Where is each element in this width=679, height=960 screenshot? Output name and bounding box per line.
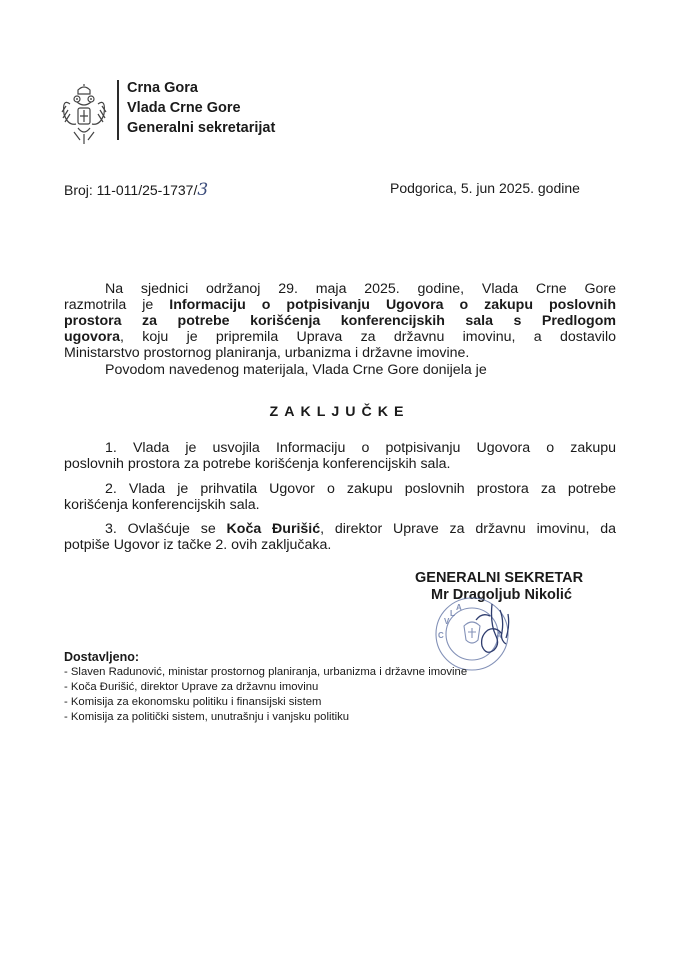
text-span: , koju je pripremila Uprava za državnu imovinu, a dostavilo xyxy=(119,329,616,345)
conclusion-line: poslovnih prostora za potrebe korišćenja konferencijskih sala. xyxy=(64,456,451,472)
bold-text-span: ugovora xyxy=(64,329,120,345)
distribution-item: - Komisija za ekonomsku politiku i finansijski sistem xyxy=(64,696,322,708)
paragraph-line xyxy=(64,329,616,345)
header-country: Crna Gora xyxy=(127,80,198,96)
reference-number-text: Broj: 11-011/25-1737/ xyxy=(64,182,198,198)
text-span: , direktor Uprave za državnu imovinu, da xyxy=(320,521,617,537)
distribution-item: - Komisija za politički sistem, unutrašnju i vanjsku politiku xyxy=(64,711,350,723)
svg-text:A: A xyxy=(456,603,462,612)
paragraph-line: Povodom navedenog materijala, Vlada Crne Gore donijela je xyxy=(105,362,487,378)
bold-text-span: Koča Đurišić xyxy=(226,521,321,537)
place-date: Podgorica, 5. jun 2025. godine xyxy=(390,180,580,196)
svg-text:A: A xyxy=(496,631,502,640)
handwritten-signature-icon xyxy=(476,604,509,652)
text-span: razmotrila je xyxy=(64,297,170,313)
header-government: Vlada Crne Gore xyxy=(127,100,241,116)
conclusions-heading: ZAKLJUČKE xyxy=(269,404,410,420)
official-stamp-icon xyxy=(430,590,520,676)
paragraph-line: Ministarstvo prostornog planiranja, urbanizma i državne imovine. xyxy=(64,345,470,361)
paragraph-line: Na sjednici održanoj 29. maja 2025. godine, Vlada Crne Gore xyxy=(105,281,616,297)
distribution-title: Dostavljeno: xyxy=(64,650,140,664)
svg-text:V: V xyxy=(444,617,450,626)
conclusion-line: 2. Vlada je prihvatila Ugovor o zakupu poslovnih prostora za potrebe xyxy=(105,481,616,497)
conclusion-line: 1. Vlada je usvojila Informaciju o potpisivanju Ugovora o zakupu xyxy=(105,440,616,456)
paragraph-line: prostora za potrebe korišćenja konferencijskih sala s Predlogom xyxy=(64,313,616,329)
conclusion-line xyxy=(105,521,616,537)
handwritten-suffix: 3 xyxy=(197,180,209,200)
distribution-item: - Slaven Radunović, ministar prostornog planiranja, urbanizma i državne imovine xyxy=(64,666,468,678)
header-divider xyxy=(117,80,119,140)
text-span: 3. Ovlašćuje se xyxy=(105,521,227,537)
conclusion-line: korišćenja konferencijskih sala. xyxy=(64,497,260,513)
header-secretariat: Generalni sekretarijat xyxy=(127,120,276,136)
svg-text:L: L xyxy=(450,609,455,618)
svg-text:C: C xyxy=(438,631,444,640)
bold-text-span: Informaciju o potpisivanju Ugovora o zakupu poslovnih xyxy=(169,297,616,313)
coat-of-arms-icon xyxy=(60,84,108,146)
distribution-item: - Koča Đurišić, direktor Uprave za državnu imovinu xyxy=(64,681,319,693)
paragraph-line xyxy=(64,297,616,313)
conclusion-line: potpiše Ugovor iz tačke 2. ovih zaključaka. xyxy=(64,537,332,553)
reference-number xyxy=(64,180,208,200)
signatory-name: Mr Dragoljub Nikolić xyxy=(431,587,572,603)
signatory-title: GENERALNI SEKRETAR xyxy=(415,570,584,586)
